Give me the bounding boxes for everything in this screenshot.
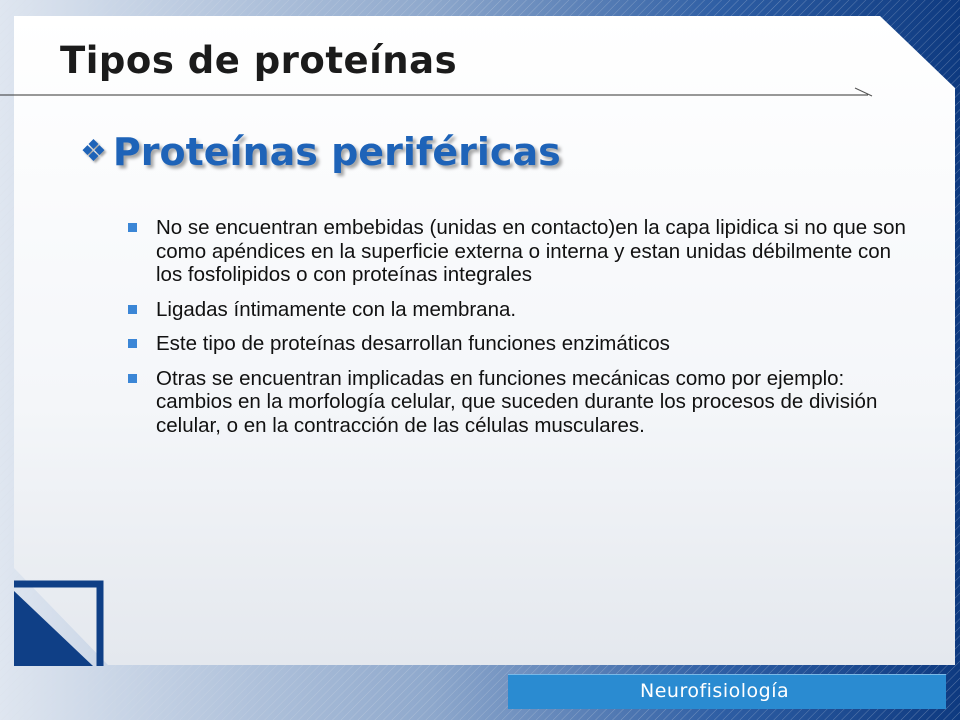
footer-label: Neurofisiología (640, 680, 790, 702)
section-heading-text: Proteínas periféricas (112, 130, 561, 174)
section-heading (80, 130, 561, 174)
square-bullet-icon (128, 339, 137, 348)
square-bullet-icon (128, 374, 137, 383)
bullet-list (128, 216, 908, 448)
bullet-item (128, 298, 908, 322)
slide-title: Tipos de proteínas (60, 39, 458, 82)
bullet-text: Este tipo de proteínas desarrollan funciones enzimáticos (156, 332, 670, 355)
bullet-item (128, 367, 908, 438)
diamond-bullet-icon: ❖ (80, 135, 107, 168)
square-bullet-icon (128, 305, 137, 314)
square-bullet-icon (128, 223, 137, 232)
bullet-item (128, 216, 908, 287)
bullet-text: Ligadas íntimamente con la membrana. (156, 297, 517, 321)
bullet-text: Otras se encuentran implicadas en funciones mecánicas como por ejemplo: cambios en la morfología celular, que suceden durante los procesos de división celular, o en la contracción de las células musculares. (156, 366, 878, 437)
bullet-text: No se encuentran embebidas (unidas en contacto)en la capa lipidica si no que son como apéndices en la superficie externa o interna y estan unidas débilmente con los fosfolipidos o con proteínas integrales (156, 216, 906, 286)
bullet-item (128, 332, 908, 356)
